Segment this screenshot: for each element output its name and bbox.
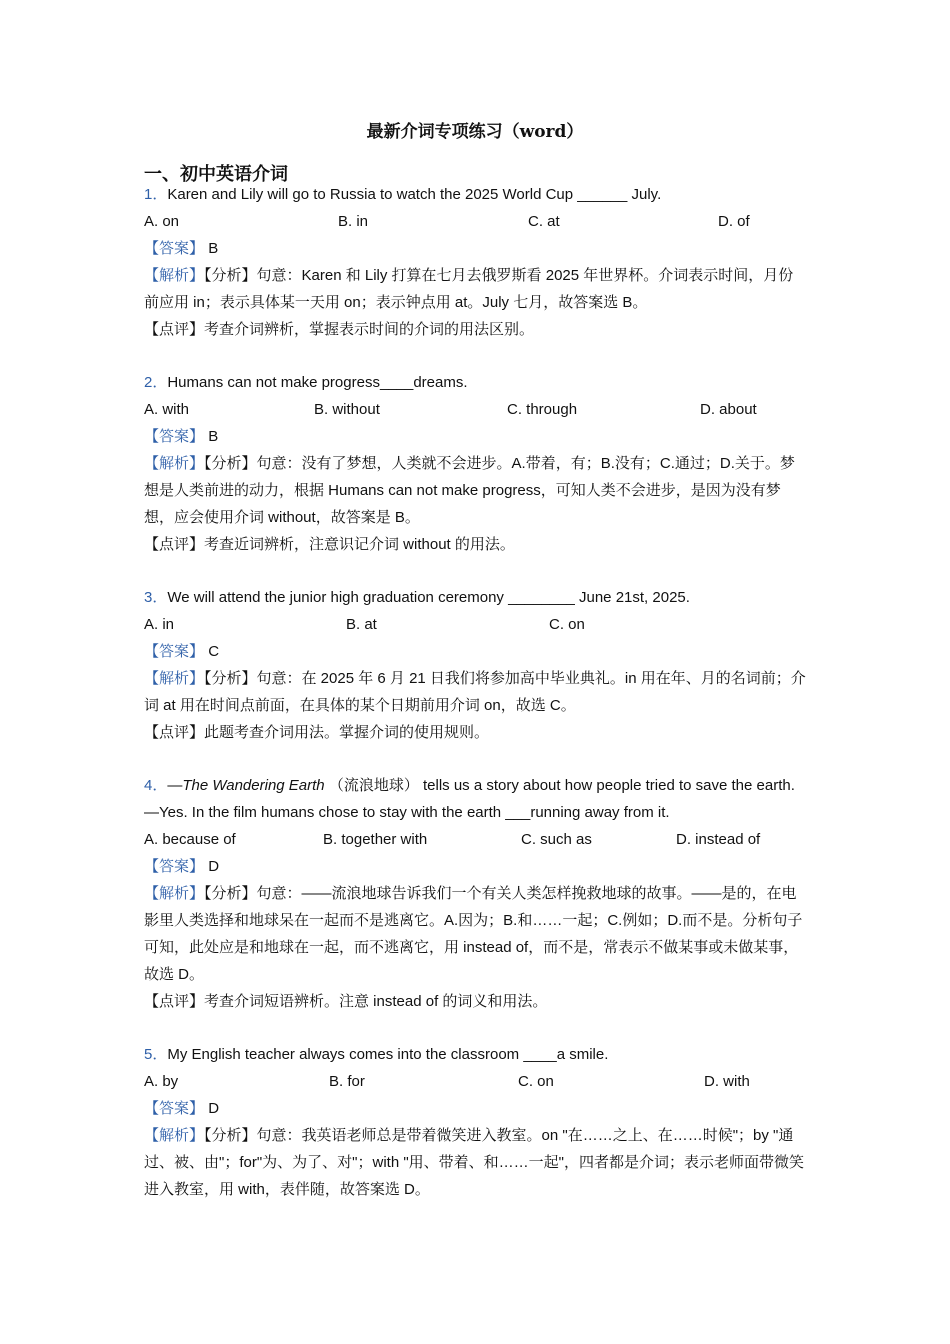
- answer-tag: 【答案】: [144, 1100, 205, 1117]
- question-1: [144, 181, 808, 343]
- answer-line: [144, 423, 808, 450]
- option-b: B. together with: [323, 831, 428, 848]
- option-b: B. without: [314, 401, 380, 418]
- comment-text: 考查介词短语辨析。注意 instead of 的词义和用法。: [204, 993, 548, 1010]
- analysis-tag: 【解析】: [144, 1127, 205, 1144]
- option-c: C. at: [528, 213, 560, 230]
- question-5: [144, 1041, 808, 1203]
- question-4: [144, 772, 808, 1015]
- option-c: C. through: [507, 401, 578, 418]
- option-a: A. by: [144, 1073, 179, 1090]
- analysis-text: 【分析】句意：——流浪地球告诉我们一个有关人类怎样挽救地球的故事。——是的，在电影里人类选择和地球呆在一起而不是逃离它。A.因为；B.和……一起；C.例如；D.而不是。分析句子可知，此处应是和地球在一起，而不逃离它，用 instead of，而不是，常表示不做某事或未做某事，故选 D。: [144, 885, 803, 983]
- options-row: [144, 611, 808, 638]
- question-stem: [144, 1041, 808, 1068]
- analysis-block: [144, 665, 808, 719]
- comment-block: [144, 316, 808, 343]
- answer-value: C: [208, 643, 220, 660]
- analysis-block: [144, 262, 808, 316]
- question-number: 1．: [144, 186, 168, 203]
- question-stem: [144, 181, 808, 208]
- option-c: C. on: [518, 1073, 554, 1090]
- question-stem-line2: —Yes. In the film humans chose to stay with the earth ___running away from it.: [144, 804, 670, 821]
- question-stem: [144, 584, 808, 611]
- analysis-block: [144, 450, 808, 531]
- comment-text: 考查介词辨析，掌握表示时间的介词的用法区别。: [204, 321, 535, 338]
- option-d: D. with: [704, 1073, 750, 1090]
- options-row: [144, 826, 808, 853]
- comment-block: [144, 988, 808, 1015]
- analysis-tag: 【解析】: [144, 885, 205, 902]
- comment-block: [144, 531, 808, 558]
- answer-line: [144, 235, 808, 262]
- question-list: [144, 181, 808, 1229]
- comment-tag: 【点评】: [144, 724, 205, 741]
- comment-tag: 【点评】: [144, 321, 205, 338]
- answer-value: D: [208, 1100, 220, 1117]
- analysis-block: [144, 1122, 808, 1203]
- option-a: A. because of: [144, 831, 236, 848]
- answer-value: B: [208, 240, 219, 257]
- comment-text: 考查近词辨析，注意识记介词 without 的用法。: [204, 536, 515, 553]
- analysis-tag: 【解析】: [144, 670, 205, 687]
- question-stem: [144, 369, 808, 396]
- comment-tag: 【点评】: [144, 536, 205, 553]
- question-number: 5．: [144, 1046, 168, 1063]
- analysis-block: [144, 880, 808, 988]
- question-text: （流浪地球） tells us a story about how people tried to save the earth.: [328, 777, 795, 794]
- option-d: D. of: [718, 213, 750, 230]
- question-text: We will attend the junior high graduation ceremony ________ June 21st, 2025.: [167, 589, 690, 606]
- option-d: D. about: [700, 401, 757, 418]
- analysis-text: 【分析】句意：我英语老师总是带着微笑进入教室。on "在……之上、在……时候"；by "通过、被、由"；for"为、为了、对"；with "用、带着、和……一起"，四者都是介词；表示老师面带微笑进入教室，用 with，表伴随，故答案选 D。: [144, 1127, 804, 1198]
- answer-value: D: [208, 858, 220, 875]
- answer-tag: 【答案】: [144, 643, 205, 660]
- answer-line: [144, 1095, 808, 1122]
- option-a: A. with: [144, 401, 190, 418]
- question-text: Karen and Lily will go to Russia to watch the 2025 World Cup ______ July.: [167, 186, 662, 203]
- question-number: 3．: [144, 589, 168, 606]
- answer-tag: 【答案】: [144, 240, 205, 257]
- option-c: C. on: [549, 616, 585, 633]
- answer-tag: 【答案】: [144, 858, 205, 875]
- option-a: A. in: [144, 616, 175, 633]
- question-text: My English teacher always comes into the classroom ____a smile.: [167, 1046, 609, 1063]
- answer-tag: 【答案】: [144, 428, 205, 445]
- option-b: B. for: [329, 1073, 365, 1090]
- comment-tag: 【点评】: [144, 993, 205, 1010]
- option-c: C. such as: [521, 831, 592, 848]
- option-d: D. instead of: [676, 831, 761, 848]
- question-text-prefix: —: [167, 777, 183, 794]
- option-b: B. at: [346, 616, 377, 633]
- film-title: The Wandering Earth: [182, 777, 325, 794]
- question-2: [144, 369, 808, 558]
- answer-line: [144, 638, 808, 665]
- section-heading: 一、初中英语介词: [144, 164, 288, 185]
- page-title: 最新介词专项练习（word）: [366, 122, 584, 142]
- analysis-text: 【分析】句意：Karen 和 Lily 打算在七月去俄罗斯看 2025 年世界杯。介词表示时间，月份前应用 in；表示具体某一天用 on；表示钟点用 at。July 七月，故答案选 B。: [144, 267, 794, 311]
- question-number: 2．: [144, 374, 168, 391]
- option-b: B. in: [338, 213, 369, 230]
- analysis-text: 【分析】句意：没有了梦想，人类就不会进步。A.带着，有；B.没有；C.通过；D.关于。梦想是人类前进的动力，根据 Humans can not make progress，可知人类不会进步，是因为没有梦想，应会使用介词 without，故答案是 B。: [144, 455, 795, 526]
- options-row: [144, 1068, 808, 1095]
- options-row: [144, 396, 808, 423]
- question-3: [144, 584, 808, 746]
- analysis-tag: 【解析】: [144, 455, 205, 472]
- options-row: [144, 208, 808, 235]
- question-number: 4．: [144, 777, 168, 794]
- answer-line: [144, 853, 808, 880]
- option-a: A. on: [144, 213, 180, 230]
- answer-value: B: [208, 428, 219, 445]
- comment-text: 此题考查介词用法。掌握介词的使用规则。: [204, 724, 490, 741]
- comment-block: [144, 719, 808, 746]
- analysis-tag: 【解析】: [144, 267, 205, 284]
- question-text: Humans can not make progress____dreams.: [167, 374, 468, 391]
- analysis-text: 【分析】句意：在 2025 年 6 月 21 日我们将参加高中毕业典礼。in 用在年、月的名词前；介词 at 用在时间点前面，在具体的某个日期前用介词 on，故选 C。: [144, 670, 806, 714]
- question-stem: [144, 772, 808, 799]
